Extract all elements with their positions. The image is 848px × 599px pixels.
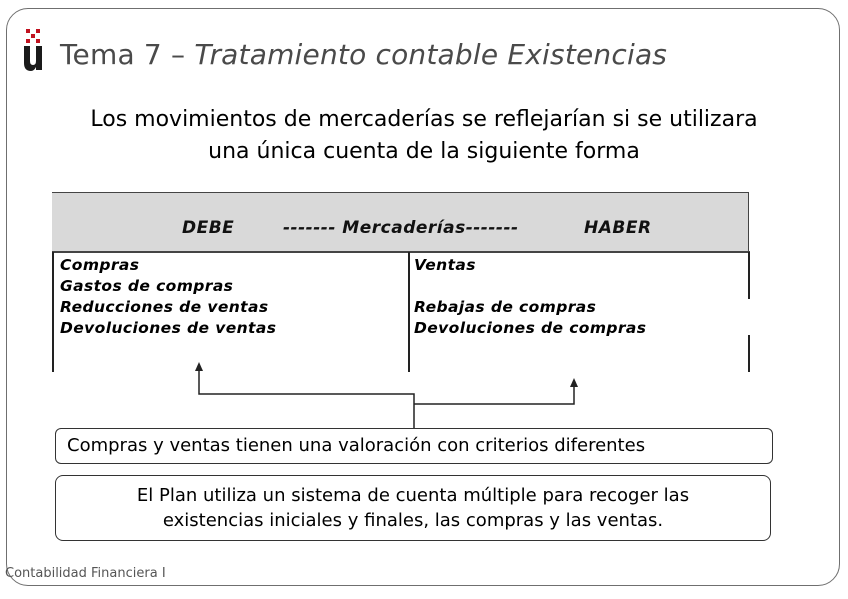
- arrowhead-right: [570, 378, 578, 387]
- subtitle-line-1: Los movimientos de mercaderías se reflejarían si se utilizara: [90, 107, 758, 132]
- haber-label: HABER: [584, 218, 652, 238]
- credit-item: Rebajas de compras: [414, 298, 597, 316]
- subtitle-line-2: una única cuenta de la siguiente forma: [208, 139, 640, 164]
- note-box-valuation: Compras y ventas tienen una valoración con criterios diferentes: [55, 428, 773, 464]
- title-italic: Tratamiento contable Existencias: [194, 38, 668, 71]
- connector-line-right: [414, 386, 574, 404]
- footer-text: Contabilidad Financiera I: [5, 566, 166, 581]
- title-prefix: Tema 7 –: [60, 38, 195, 71]
- debe-label: DEBE: [182, 218, 235, 238]
- note-box-plan: [55, 475, 771, 541]
- note-line-2: existencias iniciales y finales, las compras y las ventas.: [162, 510, 664, 531]
- debit-item: Devoluciones de ventas: [60, 319, 277, 337]
- debit-item: Gastos de compras: [60, 277, 234, 295]
- account-name: ------- Mercaderías-------: [283, 218, 519, 238]
- credit-item: Devoluciones de compras: [414, 319, 647, 337]
- note-line-1: El Plan utiliza un sistema de cuenta múltiple para recoger las: [136, 485, 690, 506]
- arrowhead-left: [195, 362, 203, 371]
- debit-item: Compras: [60, 256, 140, 274]
- debit-item: Reducciones de ventas: [60, 298, 269, 316]
- connector-line-left: [199, 370, 414, 428]
- credit-item: Ventas: [414, 256, 476, 274]
